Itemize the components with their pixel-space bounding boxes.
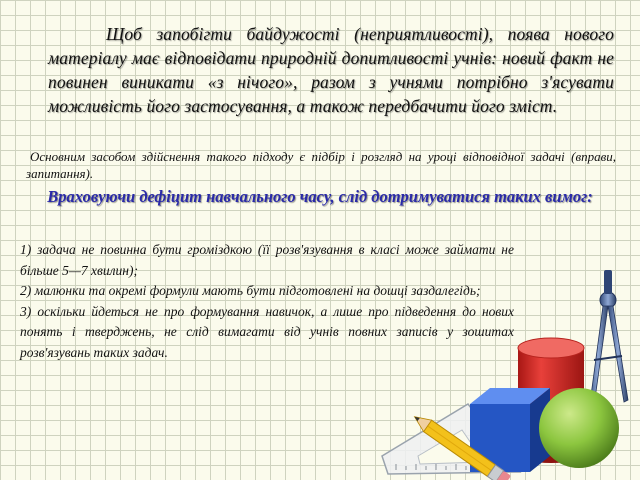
cube-icon bbox=[470, 388, 550, 472]
requirement-item: 3) оскільки йдеться не про формування навичок, а лише про підведення до нових понять і тверджень, не слід вимагати від учнів повних записів у зошитах розв'язувань таких задач. bbox=[20, 303, 514, 360]
requirement-item: 2) малюнки та окремі формули мають бути підготовлені на дошці заздалегідь; bbox=[20, 283, 481, 298]
intro-paragraph: Щоб запобігти байдужості (неприятливості), поява нового матеріалу має відповідати природній допитливості учнів: новий факт не повинен виникати «з нічого», разом з учнями потрібно з'ясувати можливість його застосування, а також передбачити його зміст. bbox=[48, 24, 614, 116]
requirements-heading: Враховуючи дефіцит навчального часу, слід дотримуватися таких вимог: bbox=[47, 187, 593, 206]
sphere-icon bbox=[539, 388, 619, 468]
pencil-icon bbox=[410, 411, 511, 480]
set-square-icon bbox=[382, 404, 520, 474]
basis-paragraph: Основним засобом здійснення такого підходу є підбір і розгляд на уроці відповідної задачі (вправи, запитання). bbox=[26, 149, 616, 181]
requirements-list bbox=[20, 240, 514, 363]
requirement-item: 1) задача не повинна бути громіздкою (її розв'язування в класі може займати не більше 5—7 хвилин); bbox=[20, 242, 514, 278]
compass-icon bbox=[588, 270, 628, 420]
cylinder-icon bbox=[518, 338, 584, 463]
